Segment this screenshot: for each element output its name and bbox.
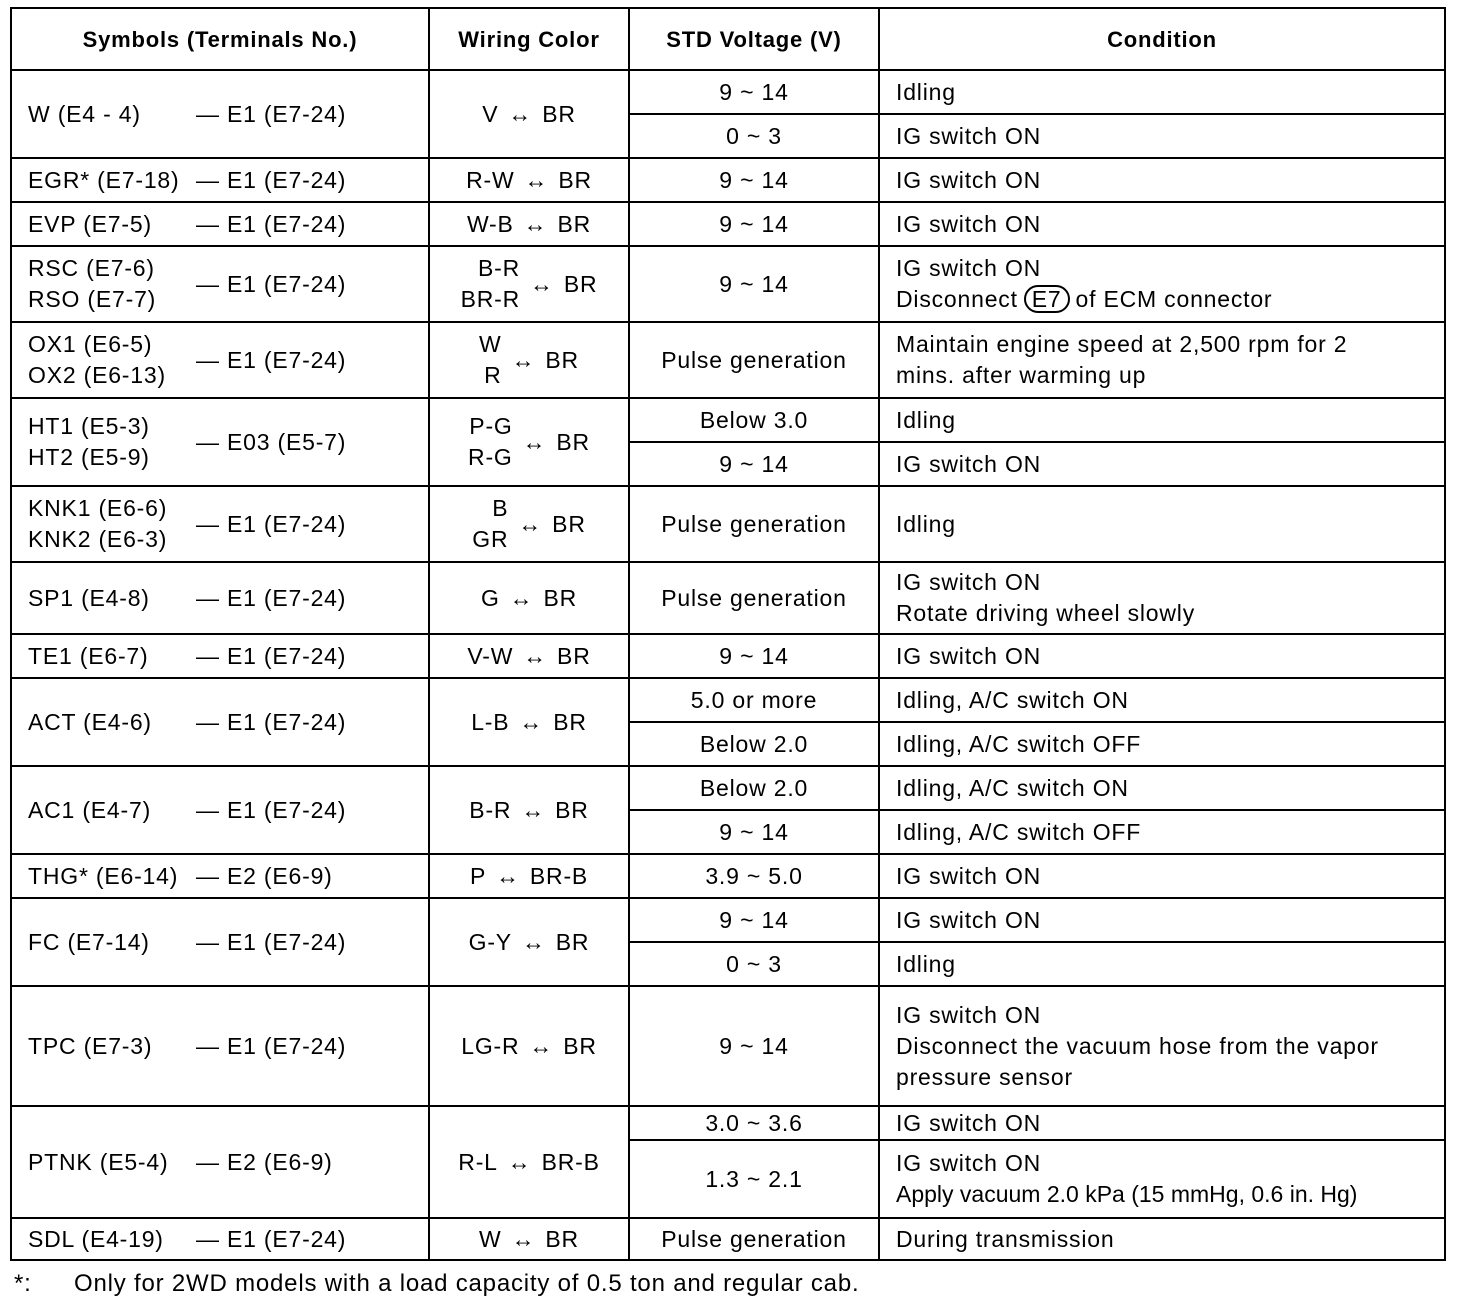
footnote-text: Only for 2WD models with a load capacity of 0.5 ton and regular cab. xyxy=(74,1270,860,1297)
condition-cell: Idling xyxy=(879,398,1445,442)
condition-cell: Maintain engine speed at 2,500 rpm for 2 mins. after warming up xyxy=(879,322,1445,398)
condition-cell: Idling, A/C switch OFF xyxy=(879,810,1445,854)
symbol-cell: OX1 (E6-5) OX2 (E6-13) — E1 (E7-24) xyxy=(11,322,429,398)
symbol-cell: SDL (E4-19) — E1 (E7-24) xyxy=(11,1218,429,1260)
symbol-cell: THG* (E6-14) — E2 (E6-9) xyxy=(11,854,429,898)
condition-cell: IG switch ON xyxy=(879,202,1445,246)
connector-e7-badge: E7 xyxy=(1024,285,1070,313)
condition-cell: Idling, A/C switch OFF xyxy=(879,722,1445,766)
voltage-cell: 9 ~ 14 xyxy=(629,246,879,322)
table-row xyxy=(11,486,1445,562)
table-row xyxy=(11,202,1445,246)
condition-cell: IG switch ON xyxy=(879,158,1445,202)
symbol-cell: SP1 (E4-8) — E1 (E7-24) xyxy=(11,562,429,634)
voltage-cell: 3.9 ~ 5.0 xyxy=(629,854,879,898)
header-condition: Condition xyxy=(879,8,1445,70)
voltage-cell: 9 ~ 14 xyxy=(629,202,879,246)
symbol-cell: ACT (E4-6) — E1 (E7-24) xyxy=(11,678,429,766)
table-row xyxy=(11,398,1445,442)
wiring-cell: B-R ↔ BR xyxy=(429,766,629,854)
table-row xyxy=(11,766,1445,810)
table-row xyxy=(11,854,1445,898)
wiring-cell: G-Y ↔ BR xyxy=(429,898,629,986)
voltage-cell: Below 2.0 xyxy=(629,722,879,766)
symbol-cell: PTNK (E5-4) — E2 (E6-9) xyxy=(11,1106,429,1218)
condition-cell: IG switch ON xyxy=(879,114,1445,158)
condition-cell: IG switch ON Disconnect the vacuum hose from the vapor pressure sensor xyxy=(879,986,1445,1106)
condition-cell: IG switch ON xyxy=(879,898,1445,942)
wiring-cell: G ↔ BR xyxy=(429,562,629,634)
table-row xyxy=(11,634,1445,678)
condition-cell: Idling xyxy=(879,486,1445,562)
table-row xyxy=(11,898,1445,942)
table-row xyxy=(11,986,1445,1106)
voltage-cell: Below 2.0 xyxy=(629,766,879,810)
wiring-cell: W ↔ BR xyxy=(429,1218,629,1260)
footnote-mark: *: xyxy=(14,1270,32,1297)
wiring-cell: R-W ↔ BR xyxy=(429,158,629,202)
wiring-cell: W R ↔ BR xyxy=(429,322,629,398)
terminal-voltage-table xyxy=(10,7,1446,1261)
condition-cell: Idling, A/C switch ON xyxy=(879,678,1445,722)
wiring-cell: P-G R-G ↔ BR xyxy=(429,398,629,486)
condition-cell: Idling xyxy=(879,70,1445,114)
symbol-cell: TPC (E7-3) — E1 (E7-24) xyxy=(11,986,429,1106)
voltage-cell: 0 ~ 3 xyxy=(629,114,879,158)
condition-cell: IG switch ON xyxy=(879,854,1445,898)
symbol-cell: HT1 (E5-3) HT2 (E5-9) — E03 (E5-7) xyxy=(11,398,429,486)
condition-cell: Idling, A/C switch ON xyxy=(879,766,1445,810)
wiring-cell: B-R BR-R ↔ BR xyxy=(429,246,629,322)
condition-cell: IG switch ON xyxy=(879,634,1445,678)
condition-cell: During transmission xyxy=(879,1218,1445,1260)
symbol-cell: KNK1 (E6-6) KNK2 (E6-3) — E1 (E7-24) xyxy=(11,486,429,562)
table-row xyxy=(11,1218,1445,1260)
symbol-cell: TE1 (E6-7) — E1 (E7-24) xyxy=(11,634,429,678)
voltage-cell: 9 ~ 14 xyxy=(629,442,879,486)
table-header-row xyxy=(11,8,1445,70)
wiring-cell: P ↔ BR-B xyxy=(429,854,629,898)
table-row xyxy=(11,322,1445,398)
voltage-cell: 9 ~ 14 xyxy=(629,810,879,854)
voltage-cell: Pulse generation xyxy=(629,322,879,398)
table-row xyxy=(11,678,1445,722)
symbol-cell: AC1 (E4-7) — E1 (E7-24) xyxy=(11,766,429,854)
wiring-cell: LG-R ↔ BR xyxy=(429,986,629,1106)
wiring-cell: B GR ↔ BR xyxy=(429,486,629,562)
header-wiring-color: Wiring Color xyxy=(429,8,629,70)
voltage-cell: 3.0 ~ 3.6 xyxy=(629,1106,879,1140)
voltage-cell: Below 3.0 xyxy=(629,398,879,442)
condition-cell: IG switch ON Rotate driving wheel slowly xyxy=(879,562,1445,634)
footnote xyxy=(14,1270,859,1298)
symbol-cell: RSC (E7-6) RSO (E7-7) — E1 (E7-24) xyxy=(11,246,429,322)
wiring-cell: L-B ↔ BR xyxy=(429,678,629,766)
symbol-cell: EGR* (E7-18) — E1 (E7-24) xyxy=(11,158,429,202)
header-symbols: Symbols (Terminals No.) xyxy=(11,8,429,70)
condition-cell: IG switch ON xyxy=(879,442,1445,486)
wiring-cell: W-B ↔ BR xyxy=(429,202,629,246)
voltage-cell: Pulse generation xyxy=(629,562,879,634)
voltage-cell: 9 ~ 14 xyxy=(629,70,879,114)
wiring-cell: V-W ↔ BR xyxy=(429,634,629,678)
voltage-cell: 9 ~ 14 xyxy=(629,986,879,1106)
wiring-cell: R-L ↔ BR-B xyxy=(429,1106,629,1218)
condition-cell: IG switch ON Apply vacuum 2.0 kPa (15 mmHg, 0.6 in. Hg) xyxy=(879,1140,1445,1218)
voltage-cell: 9 ~ 14 xyxy=(629,634,879,678)
voltage-cell: 9 ~ 14 xyxy=(629,158,879,202)
voltage-cell: 0 ~ 3 xyxy=(629,942,879,986)
wiring-cell: V ↔ BR xyxy=(429,70,629,158)
symbol-cell: FC (E7-14) — E1 (E7-24) xyxy=(11,898,429,986)
table-row xyxy=(11,158,1445,202)
condition-cell: IG switch ON xyxy=(879,1106,1445,1140)
table-row xyxy=(11,246,1445,322)
symbol-cell: W (E4 - 4) — E1 (E7-24) xyxy=(11,70,429,158)
voltage-cell: 1.3 ~ 2.1 xyxy=(629,1140,879,1218)
voltage-cell: 9 ~ 14 xyxy=(629,898,879,942)
voltage-cell: Pulse generation xyxy=(629,486,879,562)
table-row xyxy=(11,1106,1445,1140)
header-std-voltage: STD Voltage (V) xyxy=(629,8,879,70)
voltage-cell: 5.0 or more xyxy=(629,678,879,722)
condition-cell: Idling xyxy=(879,942,1445,986)
symbol-cell: EVP (E7-5) — E1 (E7-24) xyxy=(11,202,429,246)
table-row xyxy=(11,562,1445,634)
voltage-cell: Pulse generation xyxy=(629,1218,879,1260)
condition-cell: IG switch ON Disconnect E7 of ECM connector xyxy=(879,246,1445,322)
table-row xyxy=(11,70,1445,114)
